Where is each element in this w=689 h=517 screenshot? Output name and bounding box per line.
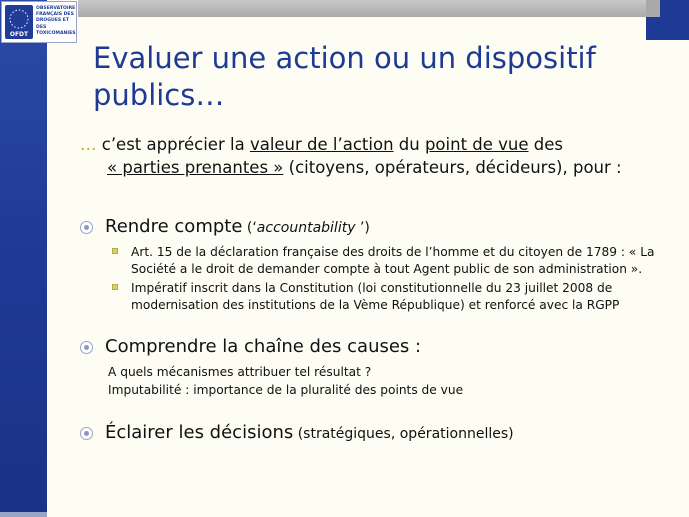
intro-paragraph — [80, 133, 680, 179]
section-comprendre — [80, 335, 680, 399]
section-note-italic: accountability — [256, 220, 360, 236]
logo-text: OBSERVATOIRE FRANÇAIS DES DROGUES ET DES TOXICOMANIES — [36, 6, 76, 36]
section-heading: Comprendre la chaîne des causes : — [105, 336, 422, 357]
intro-line-1 — [80, 133, 680, 156]
section-note-open: (‘ — [242, 220, 257, 236]
section-note: (stratégiques, opérationnelles) — [293, 426, 514, 442]
top-decorative-bar — [78, 0, 660, 17]
intro-text-4: (citoyens, opérateurs, décideurs), pour : — [283, 158, 622, 177]
section-eclairer — [80, 421, 680, 446]
square-bullet-icon — [112, 248, 118, 254]
intro-underline-2: point de vue — [424, 135, 529, 154]
section-heading: Éclairer les décisions — [105, 422, 294, 443]
bottom-decorative-strip — [0, 512, 47, 517]
section-lines — [108, 363, 680, 399]
corner-decorative-square — [646, 0, 689, 40]
list-item-text: Impératif inscrit dans la Constitution (loi constitutionnelle du 23 juillet 2008 de modernisation des institutions de la Vème République) et renforcé avec la RGPP — [131, 281, 620, 312]
square-bullet-icon — [112, 284, 118, 290]
section-line: A quels mécanismes attribuer tel résultat ? — [108, 365, 372, 379]
slide-title: Evaluer une action ou un dispositif publics… — [93, 41, 596, 112]
section-rendre-compte — [80, 215, 680, 316]
list-item — [110, 244, 676, 277]
section-heading: Rendre compte — [105, 216, 243, 237]
intro-ellipsis: … — [80, 135, 97, 154]
intro-text-2: du — [393, 135, 425, 154]
intro-line-2 — [80, 156, 680, 179]
left-decorative-band — [0, 0, 47, 517]
circle-bullet-icon — [80, 427, 93, 440]
logo-emblem-label: OFDT — [9, 31, 29, 38]
intro-text-1: c’est apprécier la — [96, 135, 250, 154]
sub-bullet-list — [110, 244, 680, 313]
intro-underline-1: valeur de l’action — [249, 135, 394, 154]
section-note-close: ’) — [359, 220, 370, 236]
logo-emblem — [5, 5, 33, 39]
intro-text-3: des — [528, 135, 563, 154]
intro-underline-3: « parties prenantes » — [107, 158, 284, 177]
list-item-text: Art. 15 de la déclaration française des droits de l’homme et du citoyen de 1789 : « La Société a le droit de demander compte à tout Agent public de son administration ». — [131, 245, 655, 276]
section-line: Imputabilité : importance de la pluralité des points de vue — [108, 383, 464, 397]
circle-bullet-icon — [80, 341, 93, 354]
list-item — [110, 280, 676, 313]
ofdt-logo — [1, 1, 77, 43]
circle-bullet-icon — [80, 221, 93, 234]
